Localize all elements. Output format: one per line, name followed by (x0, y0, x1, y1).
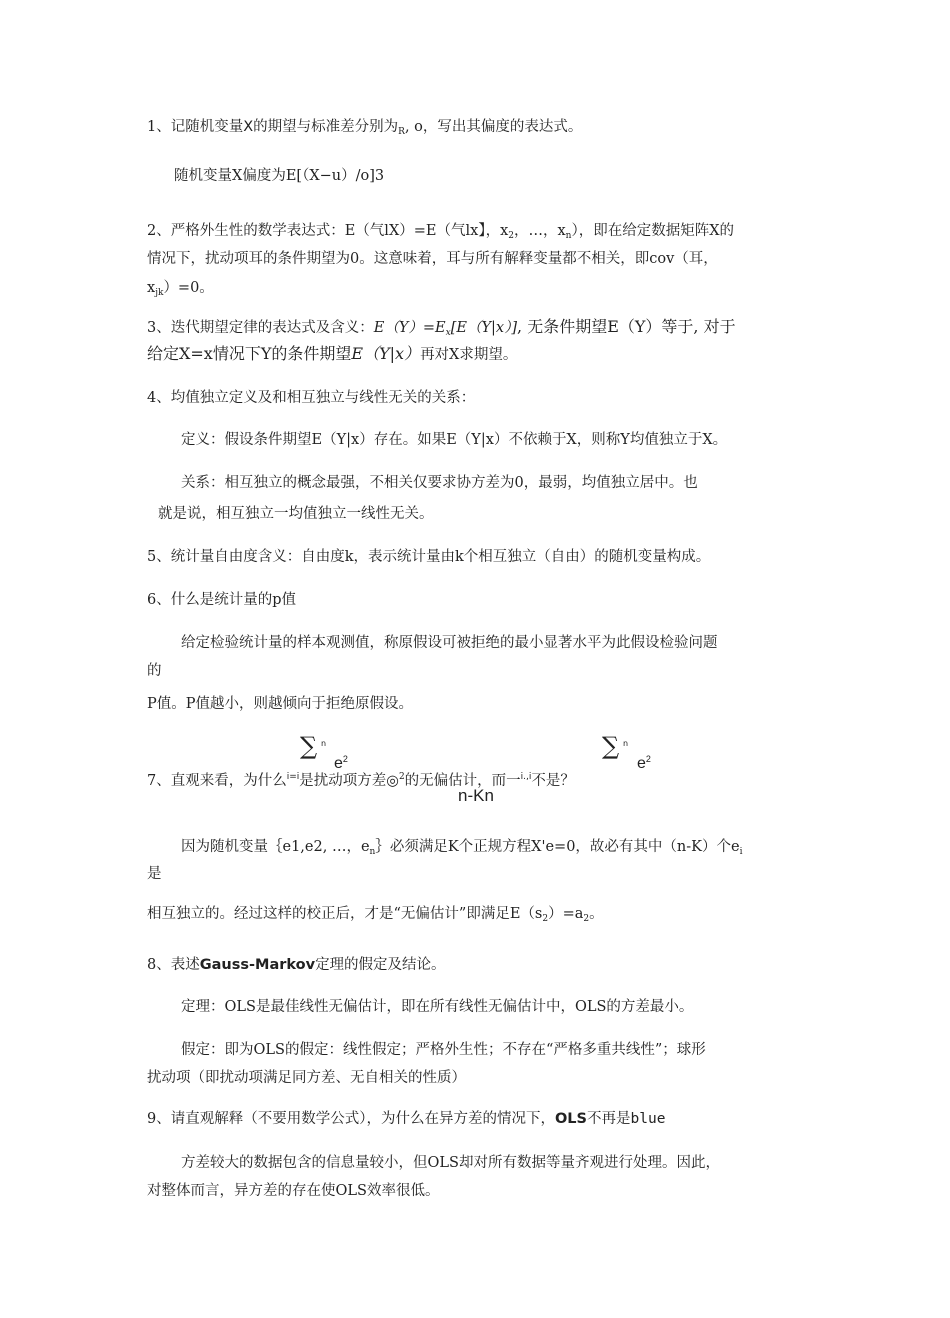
q7-answer-line3-c: 。 (589, 906, 604, 922)
q4-title: 4、均值独立定义及和相互独立与线性无关的关系： (147, 390, 476, 406)
q3-formula-b: [E（Y|x）] (450, 320, 518, 336)
q7-answer-line3-a: 相互独立的。经过这样的校正后，才是“无偏估计”即满足E（s (147, 906, 543, 922)
q8-title-gm: Gauss-Markov (199, 957, 316, 973)
q1-mu: R (398, 127, 405, 137)
q9-answer-line2: 对整体而言，异方差的存在使OLS效率很低。 (147, 1183, 440, 1199)
q1-x: X (243, 119, 254, 135)
q1-text-a: 1、记随机变量 (147, 119, 244, 135)
q7-sigma-1-e-text: e (334, 755, 343, 772)
q4-definition: 定义：假设条件期望E（Y|x）存在。如果E（Y|x）不依赖于X，则称Y均值独立于X。 (181, 432, 728, 448)
q5-text: 5、统计量自由度含义：自由度k，表示统计量由k个相互独立（自由）的随机变量构成。 (147, 549, 711, 565)
q7-answer-line3-sub2: 2 (583, 914, 590, 924)
q7-answer-line3-b: ）=a (548, 906, 584, 922)
q7-text-b: 是扰动项方差◎ (299, 773, 399, 789)
q7-sigma-1-sq: 2 (342, 754, 348, 764)
q2-line3 (147, 278, 214, 303)
q9-title-b: 不再是 (587, 1111, 631, 1127)
q8-title (147, 955, 446, 975)
q2-line2: 情况下，扰动项耳的条件期望为0。这意味着，耳与所有解释变量都不相关，即cov（耳， (147, 251, 718, 267)
q7-sigma-1: ∑ (300, 732, 318, 760)
q7-denominator: n-Kn (458, 786, 494, 805)
q7-sigma-2-n: n (623, 739, 629, 748)
q7-answer-line3 (147, 904, 604, 929)
q1-answer: 随机变量X偏度为E[（X−u）/o]3 (174, 168, 385, 184)
q6-answer-line1: 给定检验统计量的样本观测值，称原假设可被拒绝的最小显著水平为此假设检验问题 (181, 635, 718, 651)
q7-sigma-2-e (637, 749, 651, 774)
q2-text-c: ），即在给定数据矩阵X的 (571, 223, 735, 239)
q6-title: 6、什么是统计量的p值 (147, 592, 297, 608)
q9-answer-line1: 方差较大的数据包含的信息量较小，但OLS却对所有数据等量齐观进行处理。因此， (181, 1155, 720, 1171)
q2-line1 (147, 221, 734, 246)
q1-text-c: , o，写出其偏度的表达式。 (404, 119, 583, 135)
q7-sigma-2: ∑ (602, 732, 620, 760)
q7-answer-subn: n (369, 847, 376, 857)
q3-text-a: 3、迭代期望定律的表达式及含义： (147, 320, 374, 336)
q7-answer-b: ｝必须满足K个正规方程X'e=0，故必有其中（n-K）个e (375, 839, 740, 855)
q7-idx2: i.,i (520, 772, 532, 782)
q8-theorem: 定理：OLS是最佳线性无偏估计，即在所有线性无偏估计中，OLS的方差最小。 (181, 999, 694, 1015)
q9-title-blue: blue (630, 1111, 666, 1127)
q3-line2 (147, 344, 517, 365)
q7-answer-line3-sub: 2 (542, 914, 549, 924)
q7-sq: 2 (398, 772, 405, 782)
q2-subjk: jk (155, 288, 164, 298)
q2-subn: n (565, 231, 572, 241)
q7-sigma-2-sq: 2 (645, 754, 651, 764)
q3-line1 (147, 317, 736, 343)
q3-formula-a: E（Y）=E (373, 320, 446, 336)
q2-text-end: ）=0。 (163, 280, 214, 296)
q7-text-c: 的无偏估计，而一 (404, 773, 521, 789)
q7-answer-line2: 是 (147, 866, 162, 882)
q2-x: x (147, 280, 156, 296)
q4-relation-line1: 关系：相互独立的概念最强，不相关仅要求协方差为0，最弱，均值独立居中。也 (181, 475, 698, 491)
q8-assumption-line1: 假定：即为OLS的假定：线性假定；严格外生性；不存在“严格多重共线性”；球形 (181, 1042, 706, 1058)
q3-line2-formula: E（Y|x） (351, 344, 421, 363)
q4-relation-line2: 就是说，相互独立一均值独立一线性无关。 (158, 506, 434, 522)
q1-text-b: 的期望与标准差分别为 (253, 119, 399, 135)
q7-text-a: 7、直观来看，为什么 (147, 773, 287, 789)
q9-title-ols: OLS (554, 1111, 587, 1127)
q7-sigma-2-e-text: e (637, 755, 646, 772)
q3-text-b: , 无条件期望E（Y）等于, 对于 (517, 317, 736, 336)
q7-answer-subi: i (739, 847, 743, 857)
q6-answer-line3: P值。P值越小，则越倾向于拒绝原假设。 (147, 696, 414, 712)
q9-title (147, 1109, 665, 1129)
q6-answer-line2: 的 (147, 663, 162, 679)
q7-answer-line1 (181, 837, 742, 862)
q3-formula-sub: x (445, 328, 451, 338)
q7-text-d: 不是？ (531, 773, 575, 789)
q3-line2-a: 给定X=x情况下Y的条件期望 (147, 344, 352, 363)
q7-sigma-1-n: n (321, 739, 327, 748)
q7-answer-a: 因为随机变量｛e1,e2, …，e (181, 839, 370, 855)
q2-text-a: 2、严格外生性的数学表达式：E（气lX）=E（气lx】，x (147, 223, 509, 239)
q2-sub2: 2 (508, 231, 514, 241)
q8-assumption-line2: 扰动项（即扰动项满足同方差、无自相关的性质） (147, 1070, 466, 1086)
q9-title-a: 9、请直观解释（不要用数学公式），为什么在异方差的情况下， (147, 1111, 555, 1127)
q3-line2-b: 再对X求期望。 (420, 347, 518, 363)
q8-title-b: 定理的假定及结论。 (315, 957, 446, 973)
q7-idx1: i=i (286, 772, 300, 782)
q8-title-a: 8、表述 (147, 957, 200, 973)
q2-text-b: ，…，x (513, 223, 566, 239)
q7-question (147, 767, 575, 791)
q1-question (147, 117, 582, 142)
